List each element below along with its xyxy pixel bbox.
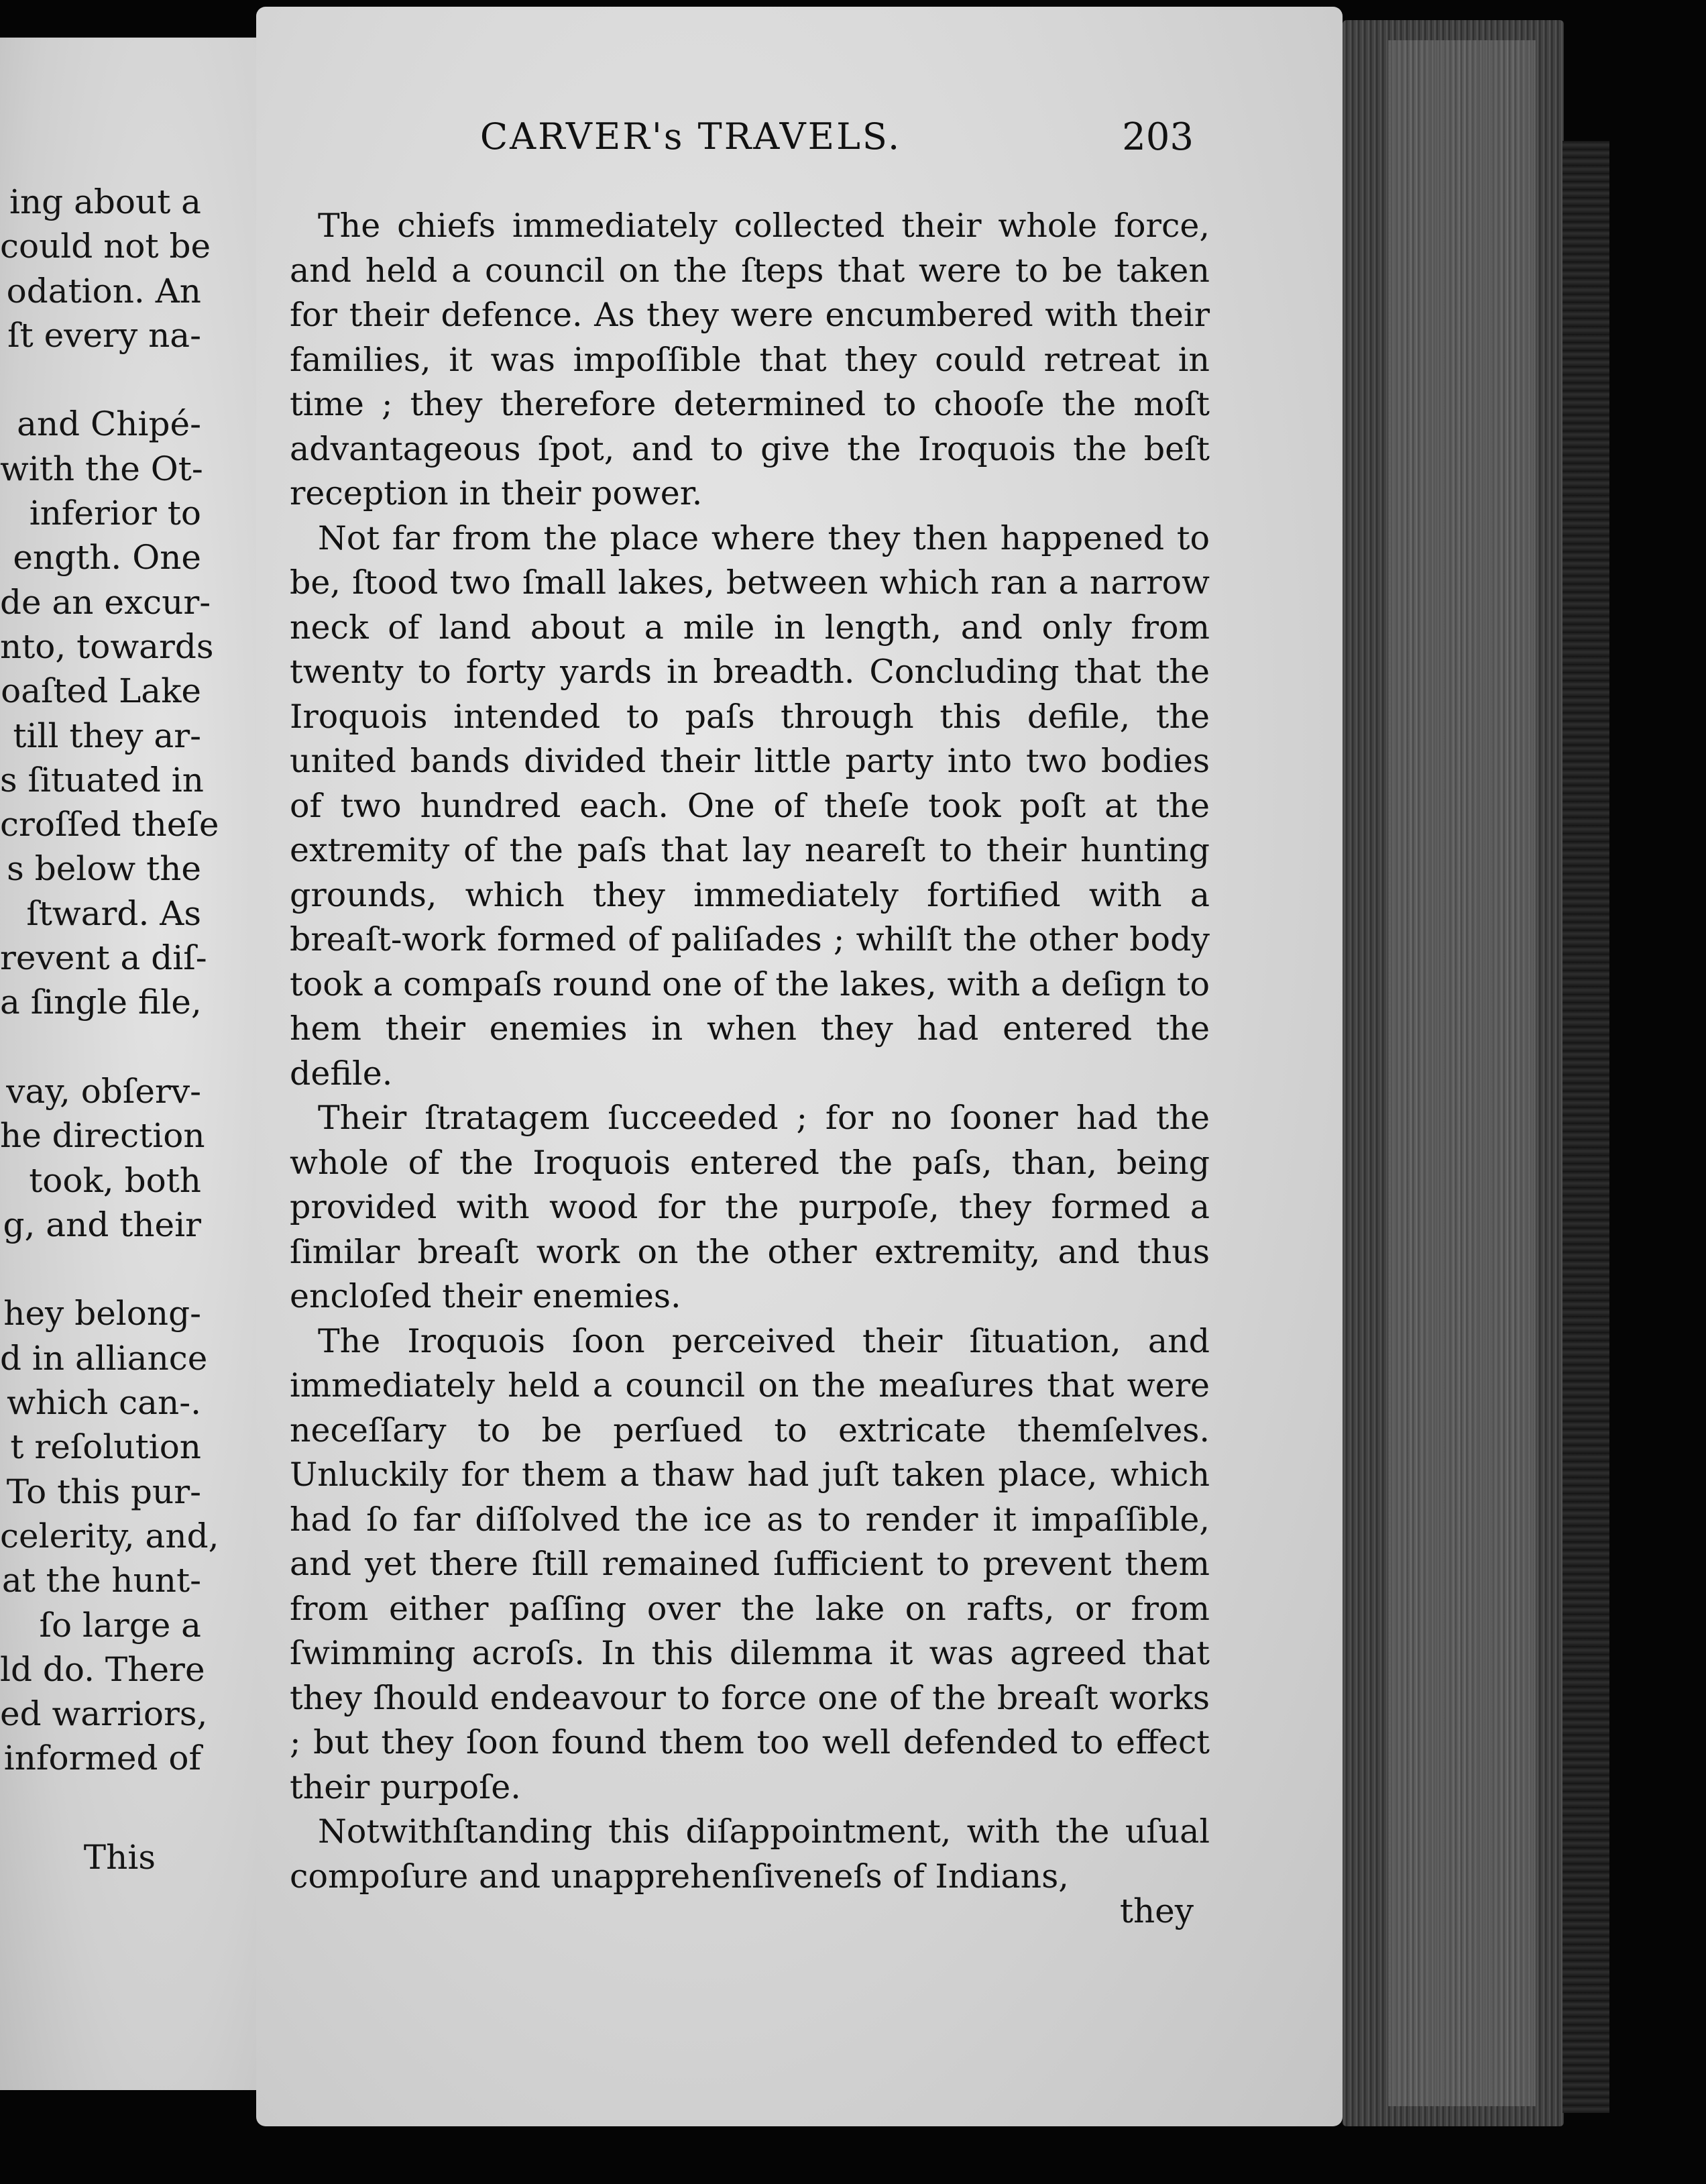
- left-page-line: inferior to: [29, 494, 201, 533]
- left-page-line: informed of: [3, 1739, 201, 1778]
- running-head: CARVER's TRAVELS.: [479, 115, 902, 158]
- paragraph-2: Not far from the place where they then happened to be, ſtood two ſmall lakes, between which ran a narrow neck of land about a mile in length, and only from twenty to forty yards in breadth. Concluding that the Iroquois intended to paſs through this defile, the united bands divided their little party into two bodies of two hundred each. One of theſe took poſt at the extremity of the paſs that lay neareſt to their hunting grounds, which they immediately fortified with a breaſt-work formed of paliſades ; whilſt the other body took a compaſs round one of the lakes, with a deſign to hem their enemies in when they had entered the defile.: [290, 518, 1210, 1093]
- left-page-line: took, both: [29, 1160, 201, 1200]
- left-page-line: with the Ot-: [0, 449, 203, 488]
- left-page-line: ld do. There: [0, 1649, 205, 1689]
- paragraph-3: Their ſtratagem ſucceeded ; for no ſooner had the whole of the Iroquois entered the paſs, than, being provided with wood for the purpoſe, they formed a ſimilar breaſt work on the other extremity, and thus encloſed their enemies.: [290, 1099, 1210, 1315]
- left-page-line: which can-.: [7, 1383, 201, 1423]
- left-page-line: de an excur-: [0, 582, 211, 622]
- left-page-line: till they ar-: [13, 716, 201, 755]
- left-page-line: [0, 1025, 201, 1069]
- left-page-line: and Chipé-: [17, 404, 201, 444]
- left-page-catchword: This: [83, 1838, 156, 1877]
- left-page-line: g, and their: [3, 1205, 201, 1244]
- left-page-line: revent a diſ-: [0, 938, 207, 978]
- left-page-line: ing about a: [9, 182, 201, 221]
- left-page-line: [0, 1247, 201, 1291]
- left-page-line: s ſituated in: [0, 760, 204, 800]
- left-page-line: ſtward. As: [26, 893, 201, 933]
- catchword: they: [1119, 1892, 1194, 1930]
- paragraph-5: Notwithſtanding this diſappointment, with the uſual compoſure and unapprehenſiveneſs of Indians,: [290, 1812, 1210, 1896]
- left-page-line: he direction: [0, 1116, 205, 1156]
- body-text: [290, 204, 1210, 1899]
- left-page-line: ength. One: [13, 538, 201, 578]
- paragraph-1: The chiefs immediately collected their whole force, and held a council on the ſteps that were to be taken for their defence. As they were encumbered with their families, it was impoſſible that they could retreat in time ; they therefore determined to chooſe the moſt advantageous ſpot, and to give the Iroquois the beſt reception in their power.: [290, 207, 1210, 512]
- left-page-line: celerity, and,: [0, 1516, 219, 1555]
- page-number: 203: [1122, 115, 1194, 159]
- left-page-line: ed warriors,: [0, 1694, 208, 1734]
- book-binding: [1562, 141, 1609, 2113]
- left-page-line: To this pur-: [6, 1472, 201, 1511]
- left-page-line: odation. An: [6, 271, 201, 311]
- left-page-line: ſt every na-: [7, 315, 201, 355]
- left-page-line: oaſted Lake: [1, 671, 201, 711]
- left-page-line: vay, obſerv-: [6, 1071, 201, 1111]
- left-page-line: [0, 358, 201, 402]
- paragraph-4: The Iroquois ſoon perceived their ſituation, and immediately held a council on the meaſures that were neceſſary to be perſued to extricate themſelves. Unluckily for them a thaw had juſt taken place, which had ſo far diſſolved the ice as to render it impaſſible, and yet there ſtill remained ſufficient to prevent them from either paſſing over the lake on rafts, or from ſwimming acroſs. In this dilemma it was agreed that they ſhould endeavour to force one of the breaſt works ; but they ſoon found them too well defended to effect their purpoſe.: [290, 1321, 1210, 1806]
- book-fore-edge-pages: [1388, 40, 1536, 2106]
- left-page-line: ſo large a: [39, 1605, 201, 1645]
- left-page-line: d in alliance: [0, 1338, 208, 1378]
- left-page-line: s below the: [7, 849, 201, 889]
- left-page-line: croſſed theſe: [0, 805, 219, 844]
- left-page-line: t reſolution: [10, 1427, 201, 1467]
- left-page-line: could not be: [0, 227, 211, 266]
- left-page-line: a ſingle file,: [0, 983, 202, 1022]
- left-page-line: nto, towards: [0, 626, 214, 666]
- left-page-line: at the hunt-: [1, 1561, 201, 1600]
- left-page-line: hey belong-: [3, 1294, 201, 1333]
- left-page-text: [0, 180, 219, 1781]
